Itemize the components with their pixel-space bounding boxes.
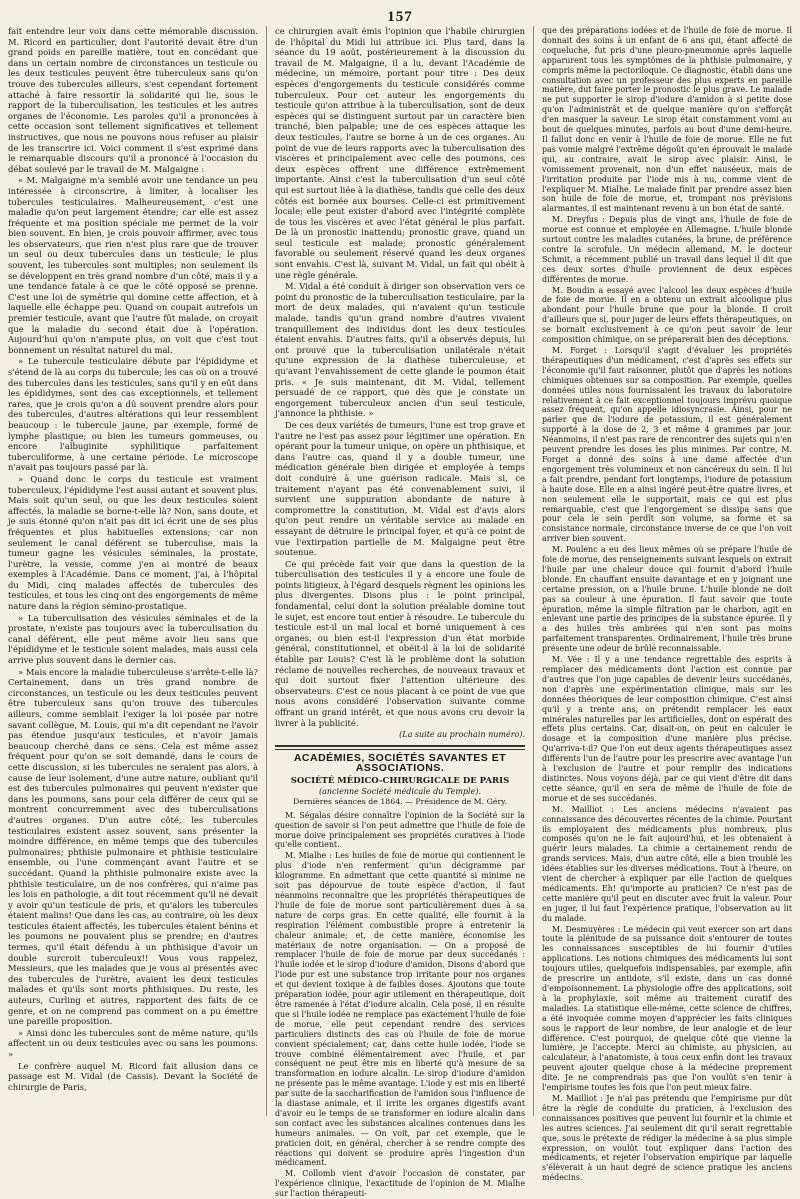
paragraph: fait entendre leur voix dans cette mémorable discussion. M. Ricord en particulier, dont l'autorité devait être d'un grand poids en pareille matière, tout en concédant que dans un certain nombre de circonstances un testicule ou les deux testicules peuvent être tuberculeux sans qu'on trouve des tubercules ailleurs, s'est cependant fortement attaché à faire ressortir la solidarité qui lie, sous le rapport de la tuberculisation, les testicules et les autres organes de l'économie. Les paroles qu'il a prononcées à cette occasion sont tellement significatives et tellement instructives, que nous ne pouvons nous refuser au plaisir de les transcrire ici. Voici comment il s'est exprimé dans le remarquable discours qu'il a prononcé à l'occasion du débat soulevé par le travail de M. Malgaigne : [8,26,259,174]
paragraph: » Ainsi donc les tubercules sont de même nature, qu'ils affectent un ou deux testicules avec ou sans les poumons. » [8,1027,259,1059]
page-number: 157 [387,9,413,25]
continuation-note: (La suite au prochain numéro). [399,730,526,740]
paragraph: M. Mailliot : Je n'ai pas prétendu que l'empirisme pur dût être la règle de conduite du praticien, à l'exclusion des connaissances positives que peuvent lui fournir et la chimie et les autres sciences. J'ai seulement dit qu'il serait regrettable que, sous le prétexte de rédiger la médecine à sa plus simple expression, on voulût tout expliquer dans l'action des médicaments, et rejeter l'observation empirique par laquelle s'élèverait à un haut degré de science pratique les anciens médecins. [542,1093,793,1183]
paragraph: M. Forget : Lorsqu'il s'agit d'évaluer les propriétés thérapeutiques d'un médicament, c'est d'après ses effets sur l'économie qu'il faut raisonner, plutôt que d'après les notions chimiques obtenues sur sa composition. Par exemple, quelles données utiles nous fournissaient les travaux du laboratoire relativement à ce fait exceptionnel toujours imprévu quoique assez fréquent, qu'on appelle idiosyncrasie. Ainsi, pour ne parler que de l'iodure de potassium, il est généralement supporté à la dose de 2, 3 et même 4 grammes par jour. Néanmoins, il n'est pas rare de rencontrer des sujets qui n'en peuvent prendre les doses les plus minimes. Par contre, M. Forget a donné des soins à une dame affectée d'un engorgement très volumineux et non cancéreux du sein. Il lui a fait prendre, pendant fort longtemps, l'iodure de potassium à haute dose. Elle en a ainsi ingéré peut-être quatre livres, et non seulement elle le supportait, mais ce qui est plus remarquable, c'est que l'engorgement se dissipa sans que pour cela le sein perdît son volume, sa forme et sa consistance normale, circonstance inverse de ce que l'on voit arriver bien souvent. [542,346,793,544]
paragraph: Ce qui précède fait voir que dans la question de la tuberculisation des testicules il y a encore une foule de points litigieux, à l'égard desquels règnent les opinions les plus divergentes. Disons plus : le point principal, fondamental, celui dont la solution préalable domine tout le sujet, est encore tout entier à résoudre. Le tubercule du testicule est-il un mal local et borné uniquement à ces organes, ou bien est-il l'expression d'un état morbide général, constitutionnel, et obéit-il à la loi de solidarité établie par Louis? C'est là le problème dont la solution réclame de nouvelles recherches, de nouveaux travaux et qui doit surtout fixer l'attention ultérieure des observateurs. C'est ce nous placant à ce point de vue que nous avons considéré l'observation suivante comme offrant un grand intérêt, et que nous avons cru devoir la livrer à la publicité. [275,558,526,728]
paragraph: ce chirurgien avait émis l'opinion que l'habile chirurgien de l'hôpital du Midi lui attribue ici. Plus tard, dans la séance du 19 août, postérieurement à la discussion du travail de M. Malgaigne, il a lu, devant l'Académie de médecine, un mémoire, portant pour titre : Des deux espèces d'engorgements du testicule considérés comme tuberculeux. Pour cet auteur les engorgements du testicule qu'on attribue à la tuberculisation, sont de deux espèces qui se distinguent surtout par un caractère bien tranché, bien palpable; une de ces espèces attaque les deux testicules, l'autre se borne à un de ces organes. Au point de vue de leurs rapports avec la tuberculisation des viscères et principalement avec celle des poumons, ces deux espèces offrent une différence extrêmement importante. Ainsi c'est la tuberculisation d'un seul côté qui est surtout liée à la diathèse, tandis que celle des deux côtés est bornée aux bourses. Celle-ci est primitivement locale; elle peut exister d'abord avec l'intégrité complète de tous les viscères et avec l'état général le plus parfait. De là un pronostic inattendu; pronostic grave, quand un seul testicule est malade; pronostic généralement favorable ou seulement réservé quand les deux organes sont envahis. C'est là, suivant M. Vidal, un fait qui obéit à une règle générale. [275,26,526,280]
column-3 [542,26,793,1183]
paragraph: M. Poulenc a eu des lieux mêmes où se prépare l'huile de foie de morue, des renseignements suivant lesquels on extrait l'huile par une chaleur douce qui fournit d'abord l'huile blonde. En chauffant ensuite davantage et en y joignant une certaine pression, on a l'huile brune. L'huile blonde ne doit pas sa couleur à une épuration. Il faut savoir que toute épuration, même la simple filtration par le charbon, agit en enlevant une partie des principes de la substance épurée. Il y a des huiles très ambrées qui n'en sont pas moins parfaitement transparentes. Ordinairement, l'huile très brune présente une odeur de brûlé reconnaissable. [542,545,793,654]
paragraph: M. Vidal a été conduit à diriger son observation vers ce point du pronostic de la tuberculisation testiculaire, par la mort de deux malades, qui n'avaient qu'un testicule malade, tandis qu'un grand nombre d'autres vivaient tranquillement des individus dont les deux testicules étaient envahis. D'autres faits, qu'il a observés depuis, lui ont prouvé que la tuberculisation unilatérale n'était qu'une expression de la diathèse tuberculeuse, et qu'avant l'envahissement de cette glande le poumon était pris. « Je suis maintenant, dit M. Vidal, tellement persuadé de ce rapport, que dès que je constate un engorgement tuberculeux ancien d'un seul testicule, j'annonce la phthisie. » [275,281,526,419]
society-report [275,811,525,1199]
paragraph: » Quand donc le corps du testicule est vraiment tuberculeux, l'épididyme l'est aussi autant et souvent plus. Mais soit qu'un seul, ou que les deux testicules soient affectés, la maladie se borne-t-elle là? Non, sans doute, et je suis étonné qu'on n'ait pas dit ici écrit une de ses plus fréquentes et plus habituelles extensions; car non seulement le canal déférent se tuberculise, mais la tumeur gagne les vésicules séminales, la prostate, l'urètre, la vessie, comme j'en ai montré de beaux exemples à l'Académie. Dans ce moment, j'ai, à l'hôpital du Midi, cinq malades affectés de tubercules des testicules, et tous les cinq ont des engorgements de même nature dans la région sémino-prostatique. [8,473,259,612]
page-header [8,6,792,26]
section-rule [275,745,525,750]
paragraph: M. Mailliot : Les anciens médecins n'avaient pas connaissance des découvertes récentes de la chimie. Pourtant ils employaient des médicaments plus nombreux, plus composés qu'on ne le fait aujourd'hui, et les obtenaient à guérir leurs malades. La chimie a certainement rendu de grands services. Mais, d'un autre côté, elle a bien troublé les idées établies sur les diverses médications. Tout à l'heure, on vient de chercher à expliquer par elle l'action de quelques médicaments. Eh! qu'importe au praticien? Ce n'est pas de cette manière qu'il peut en discuter avec fruit la valeur. Pour en juger, il lui faut l'expérience pratique, l'observation au lit du malade. [542,804,793,923]
session-info: Dernières séances de 1864. — Présidence de M. Géry. [292,797,508,807]
paragraph: M. Ségalas désire connaître l'opinion de la Société sur la question de savoir si l'on peut admettre que l'huile de foie de morue doive principalement ses propriétés curatives à l'iode qu'elle contient. [275,810,526,850]
paragraph: « M. Malgaigne m'a semblé avoir une tendance un peu intéressée à circonscrire, à limiter, à localiser les tubercules testiculaires. Malheureusement, c'est une maladie qu'on peut largement étendre; car elle est assez fréquente et ma position spéciale me permet de la voir bien souvent. En bien, je crois pouvoir affirmer, avec tous les observateurs, que rien n'est plus rare que de trouver un seul ou deux tubercules dans un testicule; le plus souvent, les tubercules sont multiples; non seulement ils se développent en très grand nombre d'un côté, mais il y a une tendance fatale à ce que le côté opposé se prenne. C'est une loi de symétrie qui domine cette affection, et à laquelle elle échappe peu. Quand on coupait autrefois un premier testicule, avant que l'autre fût malade, on croyait que la maladie du second était due à l'opération. Aujourd'hui qu'on n'ampute plus, on voit que c'est tout bonnement un résultat naturel du mal. [8,175,259,355]
paragraph: M. Boudin a essayé avec l'alcool les deux espèces d'huile de foie de morue. Il en a obtenu un extrait alcoolique plus abondant pour l'huile brune que pour la blonde. Il croit d'ailleurs que si, pour juger de leurs effets thérapeutiques, on se bornait exclusivement à ce qu'on peut savoir de leur composition chimique, on se préparerait bien des déceptions. [542,285,793,345]
paragraph: » La tuberculisation des vésicules séminales et de la prostate, n'existe pas toujours avec la tuberculisation du canal déférent, elle peut même avoir lieu sans que l'épididyme et le testicule soient malades, mais aussi cela arrive plus souvent dans le dernier cas. [8,612,259,666]
paragraph: M. Desmuyères : Le médecin qui veut exercer son art dans toute la plénitude de sa puissance doit s'entourer de toutes les connaissances susceptibles de lui fournir d'utiles applications. Les notions chimiques des médicaments lui sont toujours utiles, quelquefois indispensables, par exemple, afin de prescrire un antidote, s'il existe, dans un cas donné d'empoisonnement. La physiologie offre des applications, soit à la prophylaxie, soit même au traitement curatif des maladies. La statistique elle-même, cette science de chiffres, a été invoquée comme moyen d'apprécier les faits cliniques sous le rapport de leur nombre, de leur analogie et de leur différence. C'est pourquoi, de quelque côté que vienne la lumière, je l'accepte. Merci au chimiste, au physicien, au calculateur, à l'anatomiste, à tous ceux enfin dont les travaux peuvent ajouter quelque chose à la médecine proprement dite. Je ne comprendrais pas que l'on voulût s'en tenir à l'empirisme toutes les fois que l'on peut mieux faire. [542,924,793,1093]
paragraph: » Le tubercule testiculaire débute par l'épididyme et s'étend de là au corps du tubercule; les cas où on a trouvé des tubercules dans les testicules, sans qu'il y en eût dans les épididymes, sont des cas exceptionnels, et tellement rares, que je crois qu'on a dû souvent prendre alors pour des tubercules, d'autres altérations qui leur ressemblent beaucoup : le tubercule jaune, par exemple, formé de lymphe plastique; ou bien les tumeurs gommeuses, ou encore l'albuginite syphilitique parfaitement tuberculiforme, à une certaine période. Le microscope n'avait pas toujours passé par là. [8,356,259,473]
paragraph: M. Dreyfus : Depuis plus de vingt ans, l'huile de foie de morue est connue et employée en Allemagne. L'huile blonde surtout contre les maladies cutanées, la brune, de préférence contre la scrofule. Un médecin allemand, M. le docteur Schmit, a récemment publié un travail dans lequel il dit que ces deux sortes d'huile proviennent de deux espèces différentes de morue. [542,215,793,284]
columns [8,26,793,1199]
column-divider [533,26,534,1116]
society-subtitle: (ancienne Société médicale du Temple). [319,786,481,796]
paragraph: M. Collomb vient d'avoir l'occasion de constater, par l'expérience clinique, l'exactitude de l'opinion de M. Mialhe sur l'action thérapeuti- [275,1169,526,1199]
paragraph: M. Mialhe : Les huiles de foie de morue qui contiennent le plus d'iode n'en renferment qu'un décigramme par kilogramme. En admettant que cette quantité si minime ne soit pas dépourvue de toute espèce d'action, il faut néanmoins reconnaître que les propriétés thérapeutiques de l'huile de foie de morue sont particulièrement dues à sa nature de corps gras. En cette qualité, elle fournit à la respiration l'élément combustible propre à entretenir la chaleur animale; et, de cette manière, économise les matériaux de notre organisation. — On a proposé de remplacer l'huile de foie de morue par deux succédanés : l'huile iodée et le sirop d'iodure d'amidon. Disons d'abord que l'iode pur est une substance trop irritante pour nos organes et qui devient toxique à de faibles doses. Ajoutons que toute préparation iodée, pour agir utilement en thérapeutique, doit être ramenée à l'état d'iodure alcalin. Cela posé, il en résulte que si l'huile iodée ne remplace pas exactement l'huile de foie de morue, elle peut cependant rendre des services particuliers distincts des cas où l'huile de foie de morue convient spécialement; car, dans cette huile iodée, l'iode se trouve combiné élémentairement avec l'huile, et par conséquent ne peut être mis en liberté qu'à mesure de sa transformation en iodure alcalin. Le sirop d'iodure d'amidon ne présente pas le même avantage. L'iode y est mis en liberté par suite de la saccharification de l'amidon sous l'influence de la diastase animale, et il irrite les organes digestifs avant d'avoir eu le temps de se transformer en iodure alcalin dans son contact avec les substances alcalines contenues dans les humeurs animales. — On voit, par cet exemple, que le praticien doit, en général, chercher à se rendre compte des réactions qui doivent se produire après l'ingestion d'un médicament. [275,851,526,1168]
society-name: SOCIÉTÉ MÉDICO-CHIRURGICALE DE PARIS [290,775,510,786]
column-1 [8,26,258,1116]
paragraph: que des préparations iodées et de l'huile de foie de morue. Il donnait des soins à un enfant de 6 ans qui, étant affecté de coqueluche, fut pris d'une pleuro-pneumonie après laquelle apparurent tous les symptômes de la phthisie pulmonaire, y compris même la pectoriloquie. Ce diagnostic, établi dans une consultation avec un professeur des plus experts en pareille matière, dut faire porter le pronostic le plus grave. Le malade ne put supporter le sirop d'iodure d'amidon à si petite dose qu'on l'administrât et de quelque manière qu'on s'efforçât d'en masquer la saveur. Le sirop était constamment vomi au bout de quelques minutes, parfois au bout d'une demi-heure. Il fallut donc en venir à l'huile de foie de morue. Elle ne fut pas vomie malgré l'extrême dégoût qu'en éprouvait le malade qui, au contraire, avait le sirop avec plaisir. Ainsi, le vomissement provenait, non d'un effet nauséeux, mais de l'irritation produite par l'iode mis à nu, comme vient de l'expliquer M. Mialhe. Le malade finit par prendre assez bien son huile de foie de morue, et, trompant nos prévisions alarmantes, il est maintenant revenu à un bon état de santé. [542,26,793,214]
paragraph: M. Vée : Il y a une tendance regrettable des esprits à remplacer des médicaments dont l'action est connue par d'autres que l'on juge capables de devenir leurs succédanés, non d'après une expérimentation clinique, mais sur les données théoriques de leur composition chimique. C'est ainsi qu'il y a trente ans, on prétendit remplacer les eaux minérales naturelles par les artificielles, dont on espérait des effets plus certains. Car, disait-on, on peut en calculer le dosage et la composition d'une manière plus précise. Qu'arriva-t-il? Que l'on eut deux agents thérapeutiques assez différents l'un de l'autre pour les prescrire avec avantage l'un à l'exclusion de l'autre et pour remplir des indications distinctes. Nous voyons déjà, par ce qui vient d'être dit dans cette séance, qu'il en sera de même de l'huile de foie de morue et de ses succédanés. [542,655,793,803]
column-2 [275,26,526,1199]
paragraph: De ces deux variétés de tumeurs, l'une est trop grave et l'autre ne l'est pas assez pour légitimer une opération. En opérant pour la tumeur unique, on opère un phthisique, et dans l'autre cas, quand il y a double tumeur, une médication générale bien dirigée et employée à temps doit conduire à une guérison radicale. Mais si, ce traitement n'ayant pas été convenablement suivi, il survient une suppuration abondante de nature à compromettre la constitution, M. Vidal est d'avis alors qu'on peut rendre un véritable service au malade en essayant de détruire le principal foyer, et qu'à ce point de vue l'extirpation partielle de M. Malgaigne peut être soutenue. [275,419,526,558]
section-title: ACADÉMIES, SOCIÉTÉS SAVANTES ET ASSOCIATIONS. [293,751,507,775]
paragraph: Le confrère auquel M. Ricord fait allusion dans ce passage est M. Vidal (de Cassis). Devant la Société de chirurgie de Paris, [8,1060,259,1092]
column-divider [266,26,267,1116]
paragraph: » Mais encore la maladie tuberculeuse s'arrête-t-elle là? Certainement, dans un très grand nombre de circonstances, un testicule ou les deux testicules peuvent être tuberculeux sans qu'on trouve des tubercules ailleurs, comme semblait l'exiger la loi posée par notre savant collègue, M. Louis, qui m'a dit cependant ne l'avoir pas étendue jusqu'aux testicules, et n'avoir jamais beaucoup cherché dans ce sens. Cela est même assez fréquent pour qu'on se soit demandé, dans le cours de cette discussion, si les tubercules ne seraient pas alors, à cause de leur isolement, d'une autre nature, oubliant qu'il est des tubercules pulmonaires qui peuvent n'exister que dans les poumons, sans pour cela différer de ceux qui se montrent concurremment avec des tuberculisations d'autres organes. D'un autre côté, les tubercules testiculaires existent assez souvent, sans présenter la moindre différence, en même temps que des tubercules pulmonaires; phthisie pulmonaire et phthisie testiculaire ensemble, ou l'une commençant avant l'autre et se succédant. Quand la phthisie pulmonaire existe avec la phthisie testiculaire, un de nos confrères, qui n'aime pas les lois en pathologie, a dit tout récemment qu'il ne devait y avoir qu'un testicule de pris, et qu'alors les tubercules étaient malins! Que dans les cas, au contraire, où les deux testicules étaient affectés, les tubercules étaient bénins et les poumons ne pouvaient plus se prendre; en d'autres termes, qu'il était défendu à un phthisique d'avoir un double surcroit tuberculeux!! Vous vous rappelez, Messieurs, que les malades que je vous ai présentés avec des tubercules de l'urètre, avaient les deux testicules malades et qu'ils sont morts phthisiques. Du reste, les auteurs, Curling et autres, rapportent des faits de ce genre, et on ne comprend pas comment on a pu émettre une pareille proposition. [8,666,259,1027]
